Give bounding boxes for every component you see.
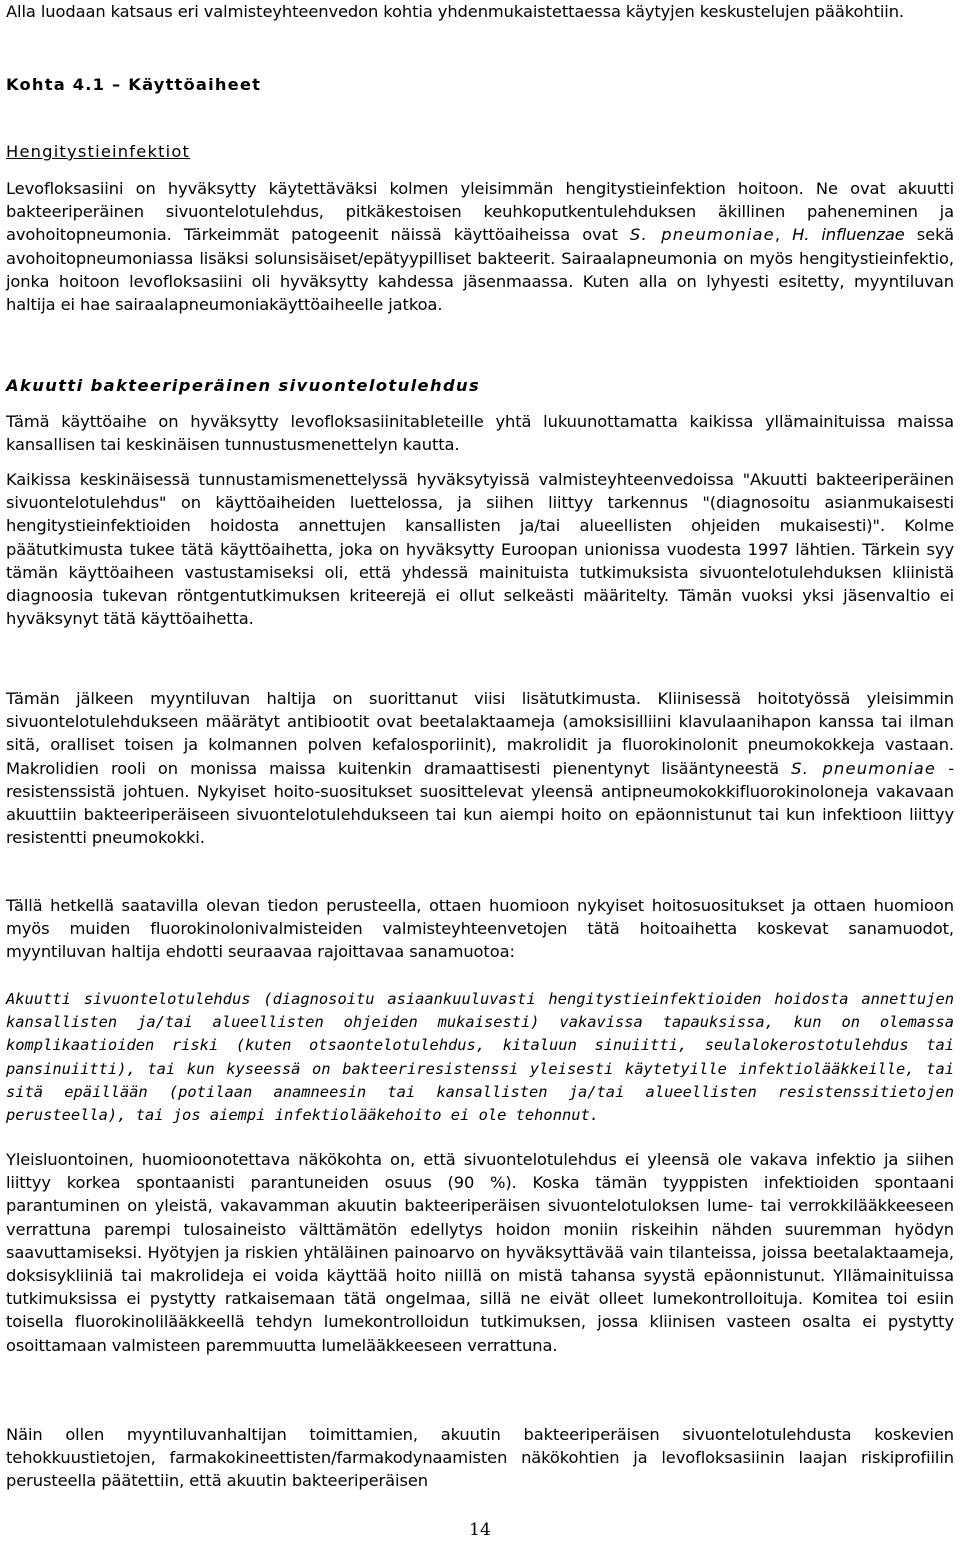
italic-species: S. pneumoniae bbox=[629, 225, 775, 245]
paragraph-approval: Tämä käyttöaihe on hyväksytty levofloksasiinitableteille yhtä lukuunottamatta kaikissa yllämainituissa maissa kansallisen tai keskinäisen tunnustusmenettelyn kautta. bbox=[6, 412, 954, 455]
subheading-acute-sinusitis: Akuutti bakteeriperäinen sivuontelotulehdus bbox=[6, 376, 481, 395]
paragraph-general-consideration: Yleisluontoinen, huomioonotettava näkökohta on, että sivuontelotulehdus ei yleensä ole vakava infektio ja siihen liittyy korkea spontaanisti parantuneiden osuus (90 %). Koska tämän tyyppisten infektioiden spontaani parantuminen on yleistä, vakavamman akuutin bakteeriperäisen sivuontelotuloksen lume- tai verrokkilääkkeeseen verrattuna parempi tulosaineisto välttämätön edellytys hoidon moniin riskeihin nähden suuremman hyödyn saavuttamiseksi. Hyötyjen ja riskien yhtäläinen painoarvo on hyväksyttävää vain tilanteissa, joissa beetalaktaameja, doksisykliiniä tai makrolideja ei voida käyttää hoito niillä on mistä tahansa syystä epäonnistunut. Yllämainituissa tutkimuksissa ei pystytty ratkaisemaan tätä ongelmaa, sillä ne eivät olleet lumekontrolloituja. Komitea toi esiin toisella fluorokinolilääkkeellä tehdyn lumekontrolloidun tutkimuksen, jossa kliinisen vasteen osalta ei pystytty osoittamaan valmisteen paremmuutta lumelääkkeeseen verrattuna. bbox=[6, 1150, 954, 1355]
italic-species: S. pneumoniae bbox=[791, 758, 937, 778]
paragraph-respiratory-infections bbox=[6, 177, 954, 316]
section-heading: Kohta 4.1 – Käyttöaiheet bbox=[6, 75, 262, 94]
paragraph-text: Tämän jälkeen myyntiluvan haltija on suorittanut viisi lisätutkimusta. Kliinisessä hoitotyössä yleisimmin sivuontelotulehdukseen määrätyt antibiootit ovat beetalaktaameja (amoksisilliini klavulaanihapon kanssa tai ilman sitä, oralliset toisen ja kolmannen polven kefalosporiinit), makrolidit ja fluorokinolonit pneumokokkeja vastaan. Makrolidien rooli on monissa maissa kuitenkin dramaattisesti pienentynyt lisääntyneestä bbox=[6, 689, 954, 778]
paragraph-text: sekä avohoitopneumoniassa lisäksi solunsisäiset/epätyypilliset bakteerit. Sairaalapneumonia on myös hengitystieinfektio, jonka hoitoon levofloksasiini oli hyväksytty kahdessa jäsenmaassa. Kuten alla on lyhyesti esitetty, myyntiluvan haltija ei hae sairaalapneumoniakäyttöaiheelle jatkoa. bbox=[6, 225, 955, 315]
proposed-wording-quote: Akuutti sivuontelotulehdus (diagnosoitu asiaankuuluvasti hengitystieinfektioiden hoidosta annettujen kansallisten ja/tai alueellisten ohjeiden mukaisesti) vakavissa tapauksissa, kun on olemassa komplikaatioiden riski (kuten otsaontelotulehdus, kitaluun sinuiitti, seulalokerostotulehdus tai pansinuiitti), tai kun kyseessä on bakteeriresistenssi yleisesti käytetyille infektiolääkkeille, tai sitä epäillään (potilaan anamneesin tai kansallisten ja/tai alueellisten resistenssitietojen perusteella), tai jos aiempi infektiolääkehoito ei ole tehonnut. bbox=[6, 990, 954, 1125]
separator-text: , bbox=[774, 225, 793, 245]
paragraph-text: Levofloksasiini on hyväksytty käytettäväksi kolmen yleisimmän hengitystieinfektion hoitoon. Ne ovat akuutti bakteeriperäinen sivuontelotulehdus, pitkäkestoisen keuhkoputkentulehduksen äkillinen paheneminen ja avohoitopneumonia. Tärkeimmät patogeenit näissä käyttöaiheissa ovat bbox=[6, 179, 954, 245]
paragraph-conclusion: Näin ollen myyntiluvanhaltijan toimittamien, akuutin bakteeriperäisen sivuontelotulehdusta koskevien tehokkuustietojen, farmakokineettisten/farmakodynaamisten näkökohtien ja levofloksasiinin laajan riskiprofiilin perusteella päätettiin, että akuutin bakteeriperäisen bbox=[6, 1425, 954, 1491]
italic-species: H. influenzae bbox=[792, 225, 905, 245]
intro-paragraph: Alla luodaan katsaus eri valmisteyhteenvedon kohtia yhdenmukaistettaessa käytyjen keskustelujen pääkohtiin. bbox=[6, 2, 905, 21]
page-number: 14 bbox=[469, 1520, 491, 1540]
paragraph-mutual-recognition: Kaikissa keskinäisessä tunnustamismenettelyssä hyväksytyissä valmisteyhteenvedoissa "Akuutti bakteeriperäinen sivuontelotulehdus" on käyttöaiheiden luettelossa, ja siihen liittyy tarkennus "(diagnosoitu asianmukaisesti hengitystieinfektioiden hoidosta annettujen kansallisten ja/tai alueellisten ohjeiden mukaisesti)". Kolme päätutkimusta tukee tätä käyttöaihetta, joka on hyväksytty Euroopan unionissa vuodesta 1997 lähtien. Tärkein syy tämän käyttöaiheen vastustamiseksi oli, että yhdessä mainituista tutkimuksista sivuontelotulehduksen kliinistä diagnoosia tukevan röntgentutkimuksen kriteerejä ei ollut selkeästi määritelty. Tämän vuoksi yksi jäsenvaltio ei hyväksynyt tätä käyttöaihetta. bbox=[6, 470, 954, 629]
paragraph-additional-studies bbox=[6, 687, 954, 849]
paragraph-text: -resistenssistä johtuen. Nykyiset hoito-suositukset suosittelevat yleensä antipneumokokkifluorokinoloneja vakavaan akuuttiin bakteeriperäiseen sivuontelotulehdukseen tai kun aiempi hoito on epäonnistunut tai kun infektioon liittyy resistentti pneumokokki. bbox=[6, 758, 954, 848]
subheading-respiratory-infections: Hengitystieinfektiot bbox=[6, 142, 191, 161]
paragraph-current-information: Tällä hetkellä saatavilla olevan tiedon perusteella, ottaen huomioon nykyiset hoitosuositukset ja ottaen huomioon myös muiden fluorokinolonivalmisteiden valmisteyhteenvetojen tätä hoitoaihetta koskevat sanamuodot, myyntiluvan haltija ehdotti seuraavaa rajoittavaa sanamuotoa: bbox=[6, 896, 954, 962]
